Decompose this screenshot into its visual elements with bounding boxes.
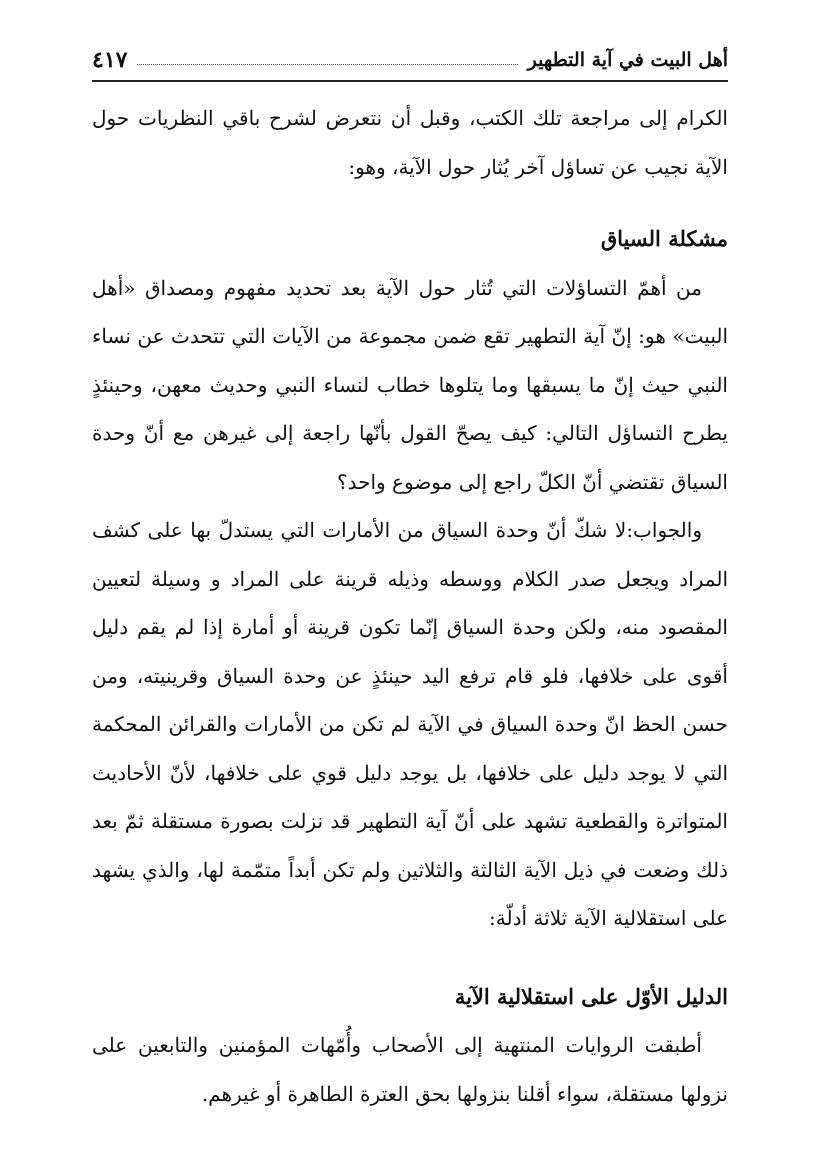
header-dotted-leader [137,64,517,65]
page-number: ٤١٧ [92,47,128,73]
page-body [92,94,728,1118]
paragraph-continuation: الكرام إلى مراجعة تلك الكتب، وقبل أن نتعرض لشرح باقي النظريات حول الآية نجيب عن تساؤل آخر يُثار حول الآية، وهو: [92,106,728,179]
section-heading-first-evidence: الدليل الأوّل على استقلالية الآية [454,983,728,1009]
running-title: أهل البيت في آية التطهير [527,49,728,71]
section-heading-context-problem: مشكلة السياق [600,226,728,251]
book-page [92,40,728,1118]
paragraph-question: من أهمّ التساؤلات التي تُثار حول الآية بعد تحديد مفهوم ومصداق «أهل البيت» هو: إنّ آية التطهير تقع ضمن مجموعة من الآيات التي تتحدث عن نساء النبي حيث إنّ ما يسبقها وما يتلوها خطاب لنساء النبي وحديث معهن، وحينئذٍ يطرح التساؤل التالي: كيف يصحّ القول بأنّها راجعة إلى غيرهن مع أنّ وحدة السياق تقتضي أنّ الكلّ راجع إلى موضوع واحد؟ [92,275,728,494]
running-header [92,40,728,82]
paragraph-answer: والجواب:لا شكّ أنّ وحدة السياق من الأمارات التي يستدلّ بها على كشف المراد ويجعل صدر الكلام ووسطه وذيله قرينة على المراد و وسيلة لتعيين المقصود منه، ولكن وحدة السياق إنّما تكون قرينة أو أمارة إذا لم يقم دليل أقوى على خلافها، فلو قام ترفع اليد حينئذٍ عن وحدة السياق وقرينيته، ومن حسن الحظ انّ وحدة السياق في الآية لم تكن من الأمارات والقرائن المحكمة التي لا يوجد دليل على خلافها، بل يوجد دليل قوي على خلافها، لأنّ الأحاديث المتواترة والقطعية تشهد على أنّ آية التطهير قد نزلت بصورة مستقلة ثمّ بعد ذلك وضعت في ذيل الآية الثالثة والثلاثين ولم تكن أبداً متمّمة لها، والذي يشهد على استقلالية الآية ثلاثة أدلّة: [92,518,729,930]
paragraph-first-evidence: أطبقت الروايات المنتهية إلى الأصحاب وأُمّهات المؤمنين والتابعين على نزولها مستقلة، سواء أقلنا بنزولها بحق العترة الطاهرة أو غيرهم. [92,1033,728,1106]
